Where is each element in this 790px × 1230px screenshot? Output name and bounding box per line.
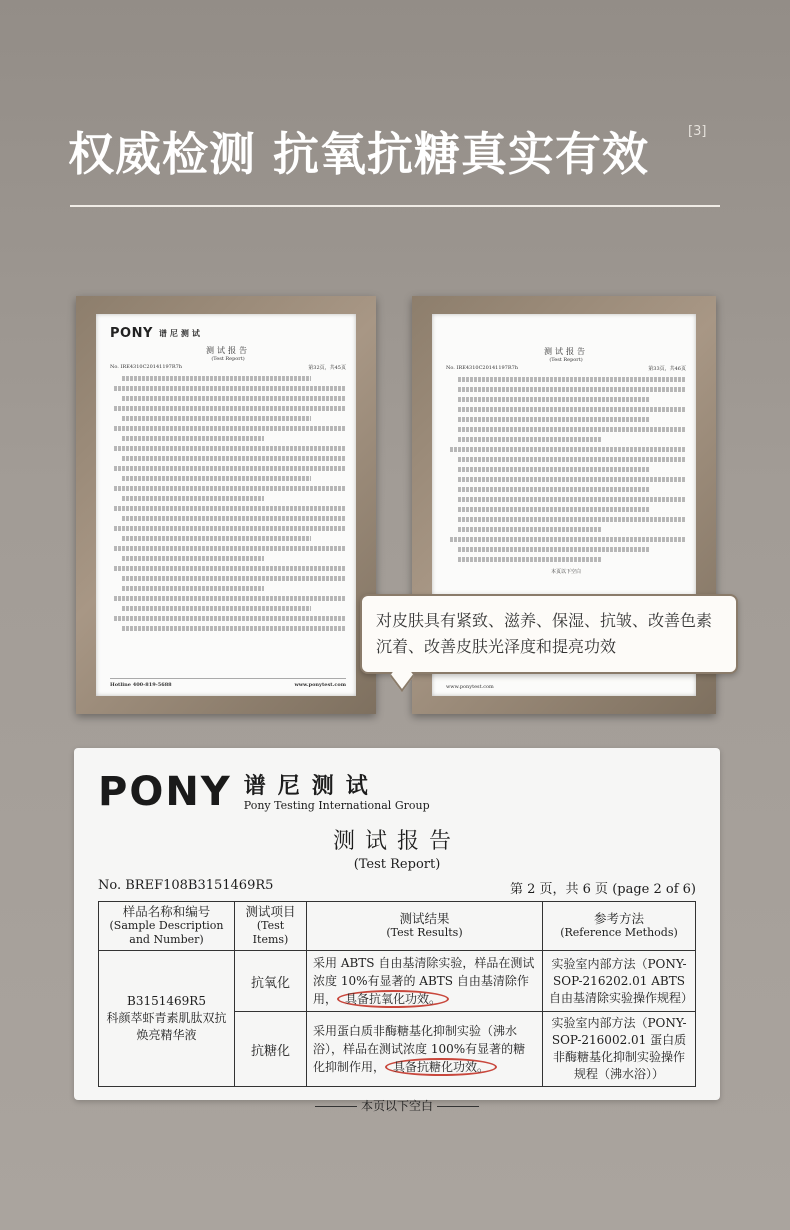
sample-name: 科颜萃虾青素肌肽双抗焕亮精华液 (106, 1011, 227, 1042)
text-line (122, 516, 346, 521)
text-line (122, 556, 264, 561)
left-certificate-frame (76, 296, 376, 714)
text-line (458, 387, 686, 392)
sample-cell (99, 951, 235, 1087)
left-hotline: Hotline 400-819-5688 (110, 682, 172, 688)
report-brand-cn: 谱尼测试 (243, 772, 380, 799)
text-line (122, 396, 346, 401)
header-results: 测试结果 (Test Results) (307, 902, 543, 951)
text-line (122, 436, 264, 441)
test-result: 采用蛋白质非酶糖基化抑制实验（沸水浴），样品在测试浓度 100%有显著的糖化抑制作用， 具备抗糖化功效。 (307, 1012, 543, 1087)
highlight-circle: 具备抗糖化功效。 (385, 1058, 497, 1076)
left-website: www.ponytest.com (294, 682, 346, 688)
report-subtitle: (Test Report) (353, 857, 441, 872)
right-cert-title: 测试报告 (544, 347, 588, 356)
report-title: 测试报告 (332, 829, 461, 854)
text-line (114, 506, 346, 511)
right-website: www.ponytest.com (446, 684, 494, 690)
text-line (122, 416, 311, 421)
results-table (98, 901, 696, 1087)
text-line (114, 546, 346, 551)
text-line (458, 427, 686, 432)
text-line (114, 566, 346, 571)
text-line (458, 417, 650, 422)
text-line (114, 486, 346, 491)
text-line (458, 547, 650, 552)
left-page-info: 第32页，共45页 (308, 365, 346, 371)
text-line (458, 527, 602, 532)
report-brand-en: Pony Testing International Group (243, 798, 430, 812)
text-line (458, 507, 650, 512)
text-line (122, 536, 311, 541)
highlight-circle: 具备抗氧化功效。 (337, 990, 449, 1008)
text-line (114, 526, 346, 531)
text-line (458, 487, 650, 492)
text-line (122, 496, 264, 501)
text-line (458, 377, 686, 382)
text-line (458, 477, 686, 482)
left-certificate-logo (110, 326, 346, 341)
text-line (122, 576, 346, 581)
text-line (122, 606, 311, 611)
table-header-row (99, 902, 696, 951)
page-title: 权威检测 抗氧抗糖真实有效 (68, 127, 650, 181)
report-number: No. BREF108B3151469R5 (98, 878, 274, 893)
text-line (114, 426, 346, 431)
header-items: 测试项目 (Test Items) (235, 902, 307, 951)
left-cert-title: 测试报告 (206, 346, 250, 355)
test-result: 采用 ABTS 自由基清除实验，样品在测试浓度 10%有显著的 ABTS 自由基清除作用， 具备抗氧化功效。 (307, 951, 543, 1012)
text-line (458, 467, 650, 472)
left-cert-subtitle: (Test Report) (211, 356, 245, 362)
text-line (114, 616, 346, 621)
text-line (450, 447, 686, 452)
report-logo-text: PONY (98, 769, 232, 815)
left-certificate-paper (96, 314, 356, 696)
sample-code: B3151469R5 (127, 994, 206, 1008)
header-sample: 样品名称和编号 (Sample Description and Number) (99, 902, 235, 951)
test-item: 抗糖化 (235, 1012, 307, 1087)
text-line (114, 406, 346, 411)
text-line (122, 456, 346, 461)
text-line (114, 466, 346, 471)
right-page-info: 第33页，共46页 (648, 366, 686, 372)
text-line (122, 476, 311, 481)
left-logo-text: PONY (110, 326, 153, 341)
title-divider (70, 205, 720, 207)
report-page: 第 2 页，共 6 页 (page 2 of 6) (509, 882, 696, 897)
test-item: 抗氧化 (235, 951, 307, 1012)
left-brand-cn: 谱尼测试 (158, 328, 203, 338)
text-line (458, 517, 686, 522)
text-line (458, 497, 686, 502)
text-line (458, 437, 602, 442)
right-report-no: No. IRE4310C20141197R7h (446, 365, 519, 371)
left-report-no: No. IRE4310C20141197R7h (110, 364, 183, 370)
text-line (458, 397, 650, 402)
text-line (114, 596, 346, 601)
right-cert-subtitle: (Test Report) (549, 357, 583, 363)
report-logo (98, 770, 696, 814)
citation-marker: [3] (688, 124, 707, 139)
report-end-note: 本页以下空白 (98, 1097, 696, 1114)
text-line (458, 557, 602, 562)
reference-method: 实验室内部方法（PONY-SOP-216202.01 ABTS 自由基清除实验操作规程） (543, 951, 696, 1012)
efficacy-callout (360, 594, 738, 674)
text-line (122, 376, 311, 381)
text-line (114, 386, 346, 391)
test-report-closeup (74, 748, 720, 1113)
text-line (114, 446, 346, 451)
table-row (99, 951, 696, 1012)
text-line (458, 407, 686, 412)
text-line (458, 457, 686, 462)
callout-text: 对皮肤具有紧致、滋养、保湿、抗皱、改善色素沉着、改善皮肤光泽度和提亮功效 (376, 611, 713, 656)
text-line (122, 586, 264, 591)
text-line (450, 537, 686, 542)
reference-method: 实验室内部方法（PONY-SOP-216002.01 蛋白质非酶糖基化抑制实验操作规程（沸水浴）） (543, 1012, 696, 1087)
right-end-note: 本页以下空白 (550, 569, 581, 575)
text-line (122, 626, 346, 631)
header-methods: 参考方法 (Reference Methods) (543, 902, 696, 951)
